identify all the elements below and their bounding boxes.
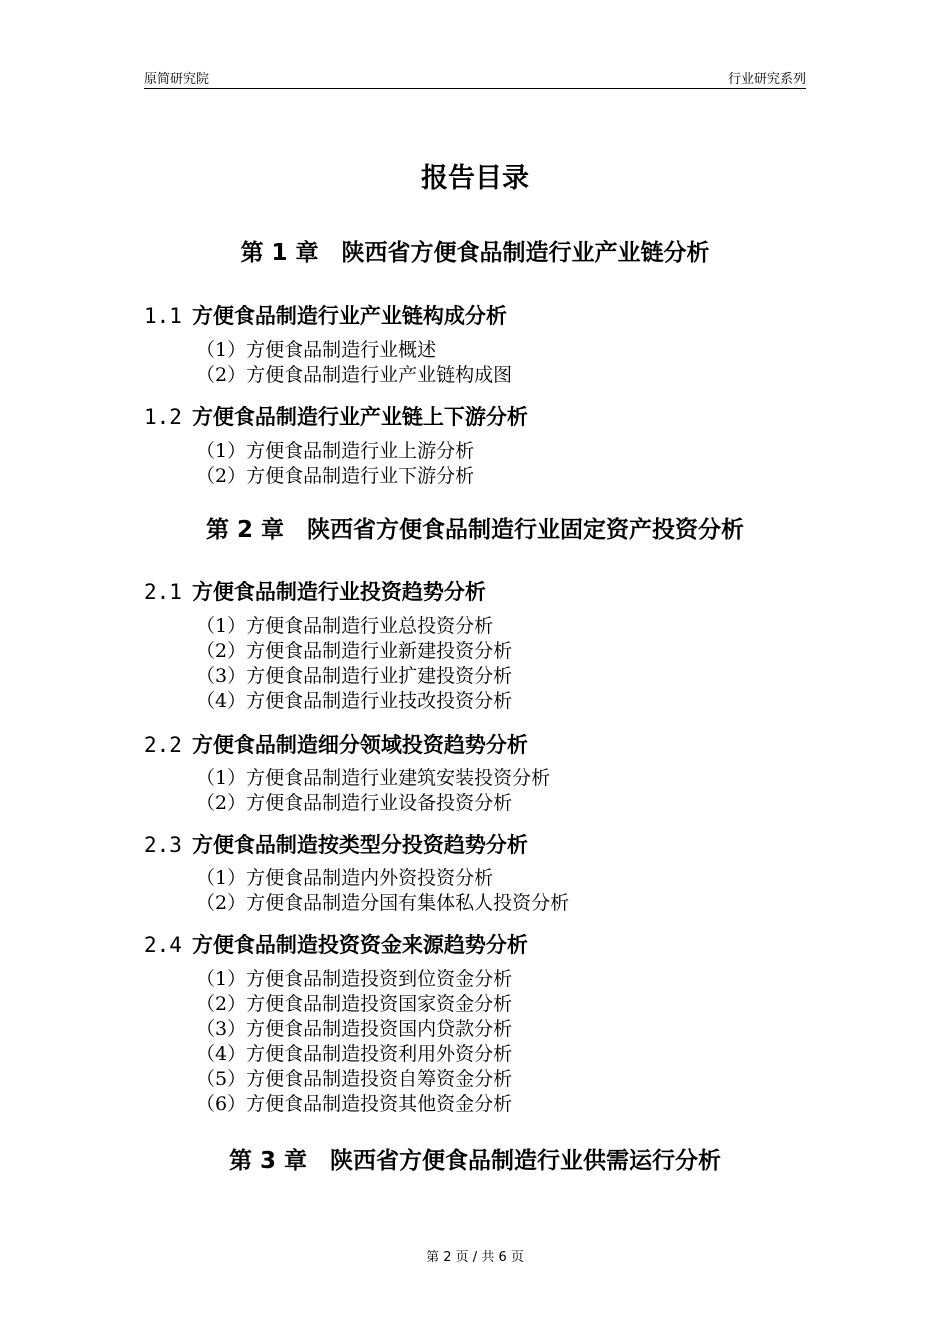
header-left: 原简研究院 xyxy=(144,72,210,87)
chapter-heading: 第 3 章 陕西省方便食品制造行业供需运行分析 xyxy=(228,1148,722,1174)
toc-item: （1）方便食品制造内外资投资分析 xyxy=(196,867,494,889)
toc-item: （2）方便食品制造行业产业链构成图 xyxy=(196,364,513,386)
section-number: 2.4 xyxy=(144,933,182,957)
toc-item: （6）方便食品制造投资其他资金分析 xyxy=(196,1093,513,1115)
toc-item: （4）方便食品制造行业技改投资分析 xyxy=(196,690,513,712)
toc-item: （2）方便食品制造行业设备投资分析 xyxy=(196,792,513,814)
section-heading xyxy=(144,576,486,606)
section-number: 1.2 xyxy=(144,405,182,429)
toc-item: （3）方便食品制造投资国内贷款分析 xyxy=(196,1018,513,1040)
section-heading xyxy=(144,729,528,759)
toc-item: （2）方便食品制造行业新建投资分析 xyxy=(196,640,513,662)
toc-item: （1）方便食品制造行业总投资分析 xyxy=(196,615,494,637)
toc-item: （1）方便食品制造投资到位资金分析 xyxy=(196,968,513,990)
section-title: 方便食品制造投资资金来源趋势分析 xyxy=(191,933,528,957)
toc-item: （2）方便食品制造行业下游分析 xyxy=(196,465,475,487)
section-number: 2.3 xyxy=(144,833,182,857)
section-title: 方便食品制造行业产业链构成分析 xyxy=(191,304,507,328)
page-footer: 第 2 页 / 共 6 页 xyxy=(426,1250,524,1265)
section-title: 方便食品制造细分领域投资趋势分析 xyxy=(191,733,528,757)
section-number: 2.1 xyxy=(144,580,182,604)
chapter-heading: 第 2 章 陕西省方便食品制造行业固定资产投资分析 xyxy=(205,517,745,543)
section-heading xyxy=(144,829,528,859)
page-title: 报告目录 xyxy=(421,163,529,194)
section-title: 方便食品制造按类型分投资趋势分析 xyxy=(191,833,528,857)
toc-item: （1）方便食品制造行业概述 xyxy=(196,339,437,361)
section-heading xyxy=(144,401,528,431)
toc-item: （3）方便食品制造行业扩建投资分析 xyxy=(196,665,513,687)
section-number: 2.2 xyxy=(144,733,182,757)
toc-item: （4）方便食品制造投资利用外资分析 xyxy=(196,1043,513,1065)
section-number: 1.1 xyxy=(144,304,182,328)
header-rule xyxy=(144,88,806,89)
section-heading xyxy=(144,300,507,330)
section-title: 方便食品制造行业产业链上下游分析 xyxy=(191,405,528,429)
toc-item: （2）方便食品制造投资国家资金分析 xyxy=(196,993,513,1015)
toc-item: （2）方便食品制造分国有集体私人投资分析 xyxy=(196,892,570,914)
toc-item: （1）方便食品制造行业建筑安装投资分析 xyxy=(196,767,551,789)
header-right: 行业研究系列 xyxy=(727,72,806,87)
chapter-heading: 第 1 章 陕西省方便食品制造行业产业链分析 xyxy=(240,240,710,266)
toc-item: （1）方便食品制造行业上游分析 xyxy=(196,440,475,462)
section-heading xyxy=(144,929,528,959)
toc-item: （5）方便食品制造投资自筹资金分析 xyxy=(196,1068,513,1090)
section-title: 方便食品制造行业投资趋势分析 xyxy=(191,580,486,604)
